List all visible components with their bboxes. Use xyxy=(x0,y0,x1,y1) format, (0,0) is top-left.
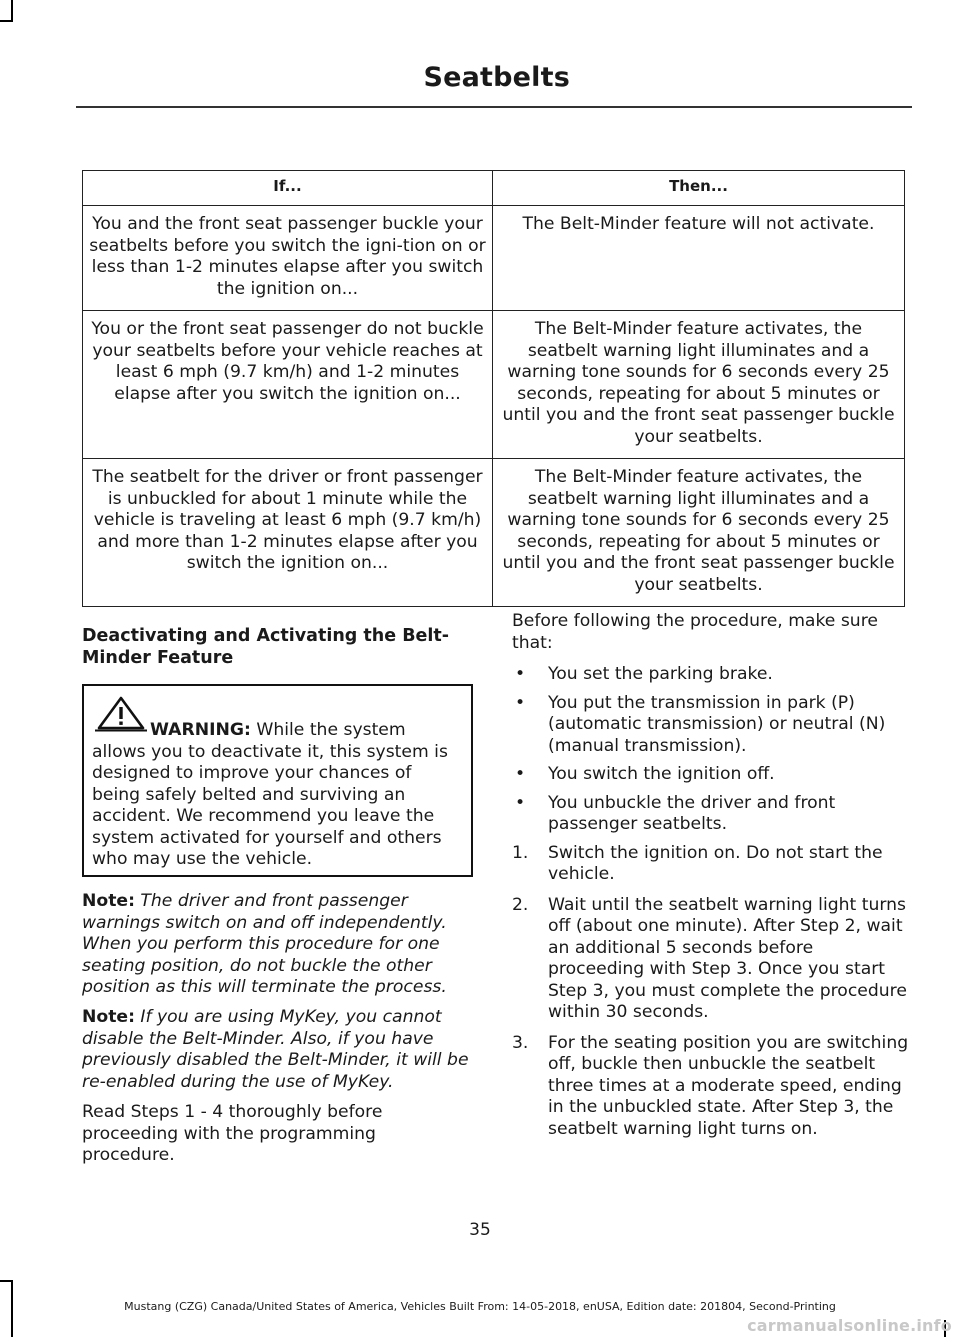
procedure-intro: Before following the procedure, make sure that: xyxy=(512,611,878,653)
page-title: Seatbelts xyxy=(423,62,570,93)
table-row xyxy=(83,311,905,459)
list-item xyxy=(512,693,912,758)
column-header-if: If... xyxy=(83,171,493,206)
step-text: Switch the ignition on. Do not start the vehicle. xyxy=(548,842,883,884)
note-label: Note: xyxy=(82,1007,135,1027)
section-heading: Deactivating and Activating the Belt-Minder Feature xyxy=(82,626,450,668)
left-column xyxy=(82,626,474,669)
list-item-text: You set the parking brake. xyxy=(548,664,773,684)
note-text: The driver and front passenger warnings switch on and off independently. When you perform this procedure for one seating position, do not buckle the other position as this will terminate the process. xyxy=(82,891,447,997)
list-item xyxy=(512,664,912,686)
warning-triangle-icon xyxy=(95,696,147,732)
watermark: carmanualsonline.info xyxy=(747,1316,952,1335)
bullet-icon: • xyxy=(515,792,526,813)
step-text: Wait until the seatbelt warning light turns off (about one minute). After Step 2, wait an additional 5 seconds before proceeding with Step 3. Once you start Step 3, you must complete the procedure within 30 seconds. xyxy=(548,894,907,1022)
table-cell-then: The Belt-Minder feature activates, the seatbelt warning light illuminates and a warning tone sounds for 6 seconds every 25 seconds, repeating for about 5 minutes or until you and the front seat passenger buckle your seatbelts. xyxy=(493,311,905,459)
step-number: 2. xyxy=(512,894,529,915)
step-item xyxy=(512,895,912,1024)
bullet-icon: • xyxy=(515,664,526,684)
list-item-text: You put the transmission in park (P) (automatic transmission) or neutral (N) (manual transmission). xyxy=(548,692,886,756)
table-header-row xyxy=(83,171,905,206)
right-column xyxy=(512,611,912,1149)
note-text: If you are using MyKey, you cannot disable the Belt-Minder. Also, if you have previously disabled the Belt-Minder, it will be re-enabled during the use of MyKey. xyxy=(82,1007,469,1092)
warning-text xyxy=(92,720,463,871)
note-label: Note: xyxy=(82,891,135,911)
page-number: 35 xyxy=(469,1220,491,1240)
crop-mark xyxy=(0,20,13,22)
header-divider xyxy=(76,106,912,108)
column-header-then: Then... xyxy=(493,171,905,206)
table-cell-if: You or the front seat passenger do not buckle your seatbelts before your vehicle reaches at least 6 mph (9.7 km/h) and 1-2 minutes elapse after you switch the ignition on... xyxy=(83,311,493,459)
table-cell-if: You and the front seat passenger buckle your seatbelts before you switch the igni-tion on or less than 1-2 minutes elapse after you switch the ignition on... xyxy=(83,206,493,311)
table-cell-then: The Belt-Minder feature activates, the seatbelt warning light illuminates and a warning tone sounds for 6 seconds every 25 seconds, repeating for about 5 minutes or until you and the front seat passenger buckle your seatbelts. xyxy=(493,459,905,607)
warning-label: WARNING: xyxy=(150,720,251,740)
list-item xyxy=(512,764,912,786)
crop-mark xyxy=(11,0,13,22)
table-row xyxy=(83,459,905,607)
step-text: For the seating position you are switching off, buckle then unbuckle the seatbelt three times at a moderate speed, ending in the unbuckled state. After Step 3, the seatbelt warning light turns on. xyxy=(548,1032,909,1139)
belt-minder-table xyxy=(82,170,905,607)
list-item-text: You unbuckle the driver and front passenger seatbelts. xyxy=(548,792,836,834)
table-cell-then: The Belt-Minder feature will not activate. xyxy=(493,206,905,311)
step-item xyxy=(512,1033,912,1141)
step-number: 1. xyxy=(512,842,529,863)
procedure-steps xyxy=(512,843,912,1141)
table-cell-if: The seatbelt for the driver or front passenger is unbuckled for about 1 minute while the vehicle is traveling at least 6 mph (9.7 km/h) and more than 1-2 minutes elapse after you switch the ignition on... xyxy=(83,459,493,607)
bullet-icon: • xyxy=(515,764,526,784)
crop-mark xyxy=(0,1280,13,1282)
list-item xyxy=(512,793,912,836)
note-independent-warnings xyxy=(82,891,474,999)
footer-text: Mustang (CZG) Canada/United States of America, Vehicles Built From: 14-05-2018, enUSA, Edition date: 201804, Second-Printing xyxy=(124,1300,836,1313)
step-item xyxy=(512,843,912,886)
read-steps-paragraph: Read Steps 1 - 4 thoroughly before proceeding with the programming procedure. xyxy=(82,1102,383,1165)
warning-box xyxy=(82,684,473,877)
note-mykey xyxy=(82,1007,474,1093)
bullet-icon: • xyxy=(515,692,526,713)
step-number: 3. xyxy=(512,1032,529,1053)
precondition-list xyxy=(512,664,912,836)
list-item-text: You switch the ignition off. xyxy=(548,764,775,784)
table-row xyxy=(83,206,905,311)
warning-body: While the system allows you to deactivate it, this system is designed to improve your chances of being safely belted and surviving an accident. We recommend you leave the system activated for yourself and others who may use the vehicle. xyxy=(92,720,448,869)
